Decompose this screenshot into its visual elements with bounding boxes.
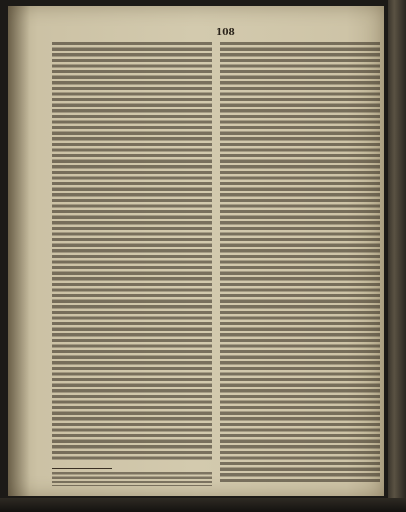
left-column-text: [52, 42, 212, 460]
right-column: [220, 42, 380, 482]
book-fore-edge: [388, 0, 406, 512]
footnote-rule: [52, 468, 112, 469]
page-number: 108: [216, 28, 235, 38]
right-column-text: [220, 42, 380, 482]
book-page: [8, 6, 384, 496]
book-bottom-edge: [0, 498, 406, 512]
left-column: [52, 42, 212, 482]
spine-shadow: [8, 6, 30, 496]
footnote-text: [52, 472, 212, 486]
